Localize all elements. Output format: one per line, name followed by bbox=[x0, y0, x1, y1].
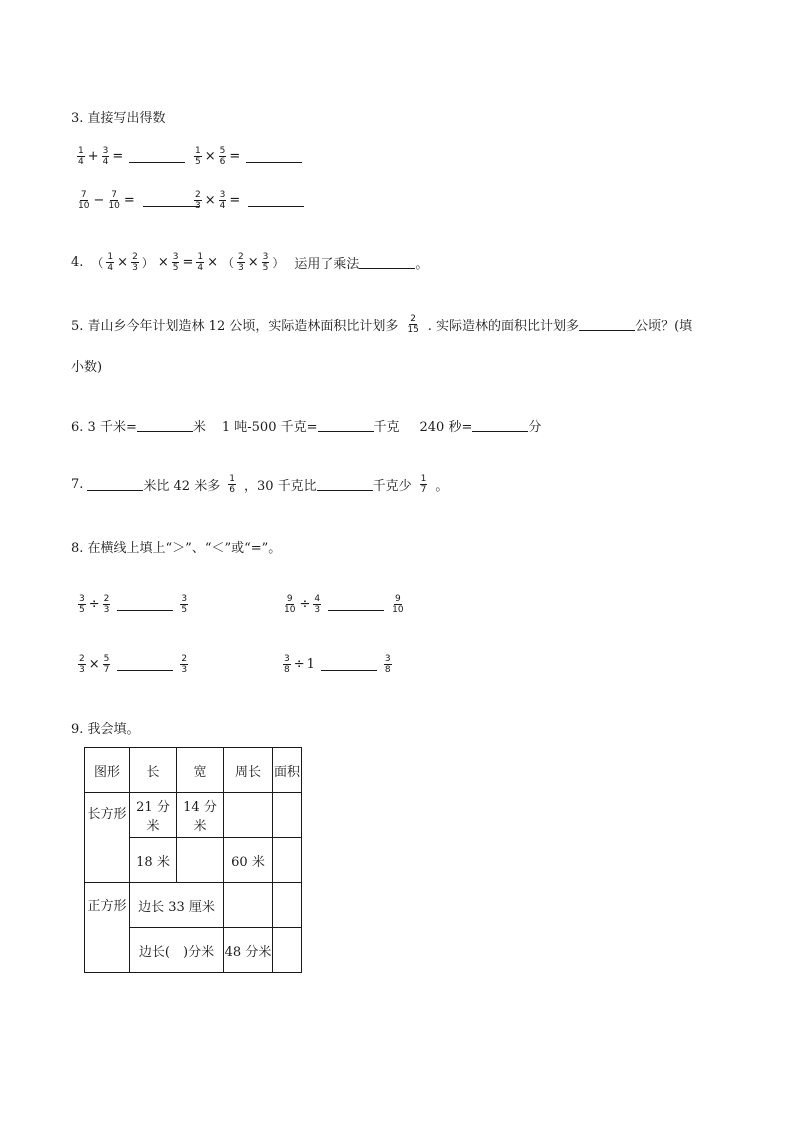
q8-item-2 bbox=[282, 594, 406, 615]
q6-text: 240 秒= bbox=[419, 420, 473, 435]
answer-blank[interactable] bbox=[317, 478, 373, 491]
rect-label: 长方形 bbox=[85, 793, 130, 883]
answer-blank[interactable] bbox=[359, 256, 415, 269]
fraction: $\frac{3}{4}$ bbox=[219, 190, 226, 211]
fraction: $\frac{7}{10}$ bbox=[108, 190, 120, 211]
header-cell: 面积 bbox=[273, 748, 302, 793]
answer-blank[interactable] bbox=[137, 419, 193, 432]
answer-blank[interactable] bbox=[328, 598, 384, 611]
answer-blank[interactable] bbox=[246, 150, 302, 163]
answer-blank[interactable] bbox=[129, 150, 185, 163]
operator: + bbox=[87, 149, 99, 164]
fraction: $\frac{2}{3}$ bbox=[195, 190, 201, 211]
fraction: $\frac{5}{7}$ bbox=[103, 654, 110, 675]
q4-line bbox=[71, 252, 428, 273]
q9-heading: 9. 我会填。 bbox=[71, 722, 140, 737]
operator: ÷ bbox=[293, 657, 305, 672]
header-cell: 长 bbox=[130, 748, 177, 793]
q5-line bbox=[71, 314, 692, 335]
answer-blank[interactable] bbox=[248, 194, 304, 207]
paren-open: （ bbox=[91, 256, 104, 270]
table-cell: 18 米 bbox=[130, 838, 177, 883]
q3-item-1 bbox=[76, 146, 185, 167]
q4-tail-text: 运用了乘法 bbox=[294, 257, 360, 272]
fraction: $\frac{3}{8}$ bbox=[284, 654, 290, 675]
q8-item-1 bbox=[77, 594, 189, 615]
fraction: $\frac{3}{5}$ bbox=[172, 252, 179, 273]
table-cell: 边长( )分米 bbox=[130, 928, 224, 973]
answer-blank[interactable] bbox=[117, 658, 173, 671]
q8-heading: 8. 在横线上填上“＞”、“＜”或“=”。 bbox=[71, 541, 282, 556]
fraction: $\frac{1}{7}$ bbox=[420, 474, 427, 495]
operator: ÷ bbox=[88, 597, 100, 612]
fraction: $\frac{7}{10}$ bbox=[78, 190, 90, 211]
q6-line bbox=[71, 416, 541, 435]
equals: = bbox=[229, 193, 241, 208]
answer-cell[interactable] bbox=[224, 793, 273, 838]
whole-number: 1 bbox=[306, 657, 315, 672]
q6-text: 6. 3 千米= bbox=[71, 420, 137, 435]
fraction: $\frac{1}{5}$ bbox=[195, 146, 201, 167]
q5-text-1: 5. 青山乡今年计划造林 12 公顷，实际造林面积比计划多 bbox=[71, 319, 399, 334]
table-cell: 边长 33 厘米 bbox=[130, 883, 224, 928]
answer-blank[interactable] bbox=[143, 194, 199, 207]
q8-item-3 bbox=[77, 654, 189, 675]
fraction: $\frac{2}{3}$ bbox=[103, 594, 110, 615]
operator: ÷ bbox=[299, 597, 311, 612]
fraction: $\frac{1}{6}$ bbox=[229, 474, 235, 495]
paren-close: ） bbox=[141, 256, 154, 270]
paren-open: （ bbox=[222, 256, 235, 270]
fraction: $\frac{3}{5}$ bbox=[262, 252, 269, 273]
fraction: $\frac{3}{5}$ bbox=[79, 594, 85, 615]
table-cell: 60 米 bbox=[224, 838, 273, 883]
q6-unit: 米 bbox=[192, 420, 206, 435]
fraction: $\frac{9}{10}$ bbox=[392, 594, 404, 615]
q5-text-4: 小数) bbox=[71, 360, 103, 375]
fraction: $\frac{1}{4}$ bbox=[197, 252, 204, 273]
fraction: $\frac{2}{3}$ bbox=[181, 654, 188, 675]
operator: × bbox=[207, 255, 218, 270]
q6-text: 1 吨-500 千克= bbox=[221, 420, 318, 435]
paren-close: ） bbox=[272, 256, 285, 270]
answer-cell[interactable] bbox=[177, 838, 224, 883]
q4-number: 4. bbox=[71, 255, 84, 270]
header-cell: 图形 bbox=[85, 748, 130, 793]
answer-blank[interactable] bbox=[318, 419, 374, 432]
operator: × bbox=[117, 255, 129, 270]
answer-blank[interactable] bbox=[579, 318, 635, 331]
fraction: $\frac{3}{8}$ bbox=[384, 654, 391, 675]
fraction: $\frac{2}{3}$ bbox=[132, 252, 138, 273]
q7-text: 千克少 bbox=[372, 479, 412, 494]
operator: × bbox=[204, 193, 216, 208]
answer-cell[interactable] bbox=[273, 883, 302, 928]
q7-text: 米比 42 米多 bbox=[143, 479, 221, 494]
table-header-row bbox=[85, 748, 302, 793]
answer-cell[interactable] bbox=[224, 883, 273, 928]
q3-item-2 bbox=[193, 146, 302, 167]
fraction: $\frac{3}{4}$ bbox=[102, 146, 109, 167]
fraction: $\frac{2}{3}$ bbox=[238, 252, 244, 273]
q7-number: 7. bbox=[71, 477, 84, 492]
fraction: $\frac{2}{3}$ bbox=[79, 654, 85, 675]
equals: = bbox=[182, 255, 194, 270]
q3-item-4 bbox=[193, 190, 304, 211]
fraction: $\frac{2}{15}$ bbox=[407, 314, 419, 335]
period: 。 bbox=[435, 479, 449, 494]
square-label: 正方形 bbox=[85, 883, 130, 973]
answer-cell[interactable] bbox=[273, 838, 302, 883]
operator: × bbox=[247, 255, 259, 270]
table-row bbox=[85, 793, 302, 838]
answer-blank[interactable] bbox=[87, 478, 143, 491]
q5-text-3: 公顷？(填 bbox=[635, 319, 693, 334]
equals: = bbox=[112, 149, 124, 164]
fraction: $\frac{5}{6}$ bbox=[219, 146, 226, 167]
answer-blank[interactable] bbox=[321, 658, 377, 671]
q3-item-3 bbox=[76, 190, 199, 211]
header-cell: 宽 bbox=[177, 748, 224, 793]
operator: × bbox=[88, 657, 100, 672]
answer-cell[interactable] bbox=[273, 793, 302, 838]
table-cell: 21 分米 bbox=[130, 793, 177, 838]
shape-table bbox=[84, 747, 302, 973]
table-cell: 14 分米 bbox=[177, 793, 224, 838]
fraction: $\frac{1}{4}$ bbox=[107, 252, 114, 273]
header-cell: 周长 bbox=[224, 748, 273, 793]
q7-line bbox=[71, 474, 448, 495]
fraction: $\frac{4}{3}$ bbox=[314, 594, 321, 615]
operator: − bbox=[93, 193, 105, 208]
table-cell: 48 分米 bbox=[224, 928, 273, 973]
table-row bbox=[85, 883, 302, 928]
answer-cell[interactable] bbox=[273, 928, 302, 973]
q7-text: ，30 千克比 bbox=[243, 479, 317, 494]
fraction: $\frac{1}{4}$ bbox=[78, 146, 84, 167]
q8-item-4 bbox=[282, 654, 393, 675]
answer-blank[interactable] bbox=[117, 598, 173, 611]
q6-unit: 分 bbox=[528, 420, 542, 435]
period: 。 bbox=[415, 257, 429, 272]
equals: = bbox=[229, 149, 241, 164]
q6-unit: 千克 bbox=[373, 420, 400, 435]
operator: × bbox=[157, 255, 169, 270]
q3-heading: 3. 直接写出得数 bbox=[71, 111, 166, 126]
fraction: $\frac{9}{10}$ bbox=[284, 594, 296, 615]
q5-text-2: . 实际造林的面积比计划多 bbox=[427, 319, 580, 334]
equals: = bbox=[123, 193, 135, 208]
operator: × bbox=[204, 149, 216, 164]
answer-blank[interactable] bbox=[472, 419, 528, 432]
fraction: $\frac{3}{5}$ bbox=[181, 594, 188, 615]
